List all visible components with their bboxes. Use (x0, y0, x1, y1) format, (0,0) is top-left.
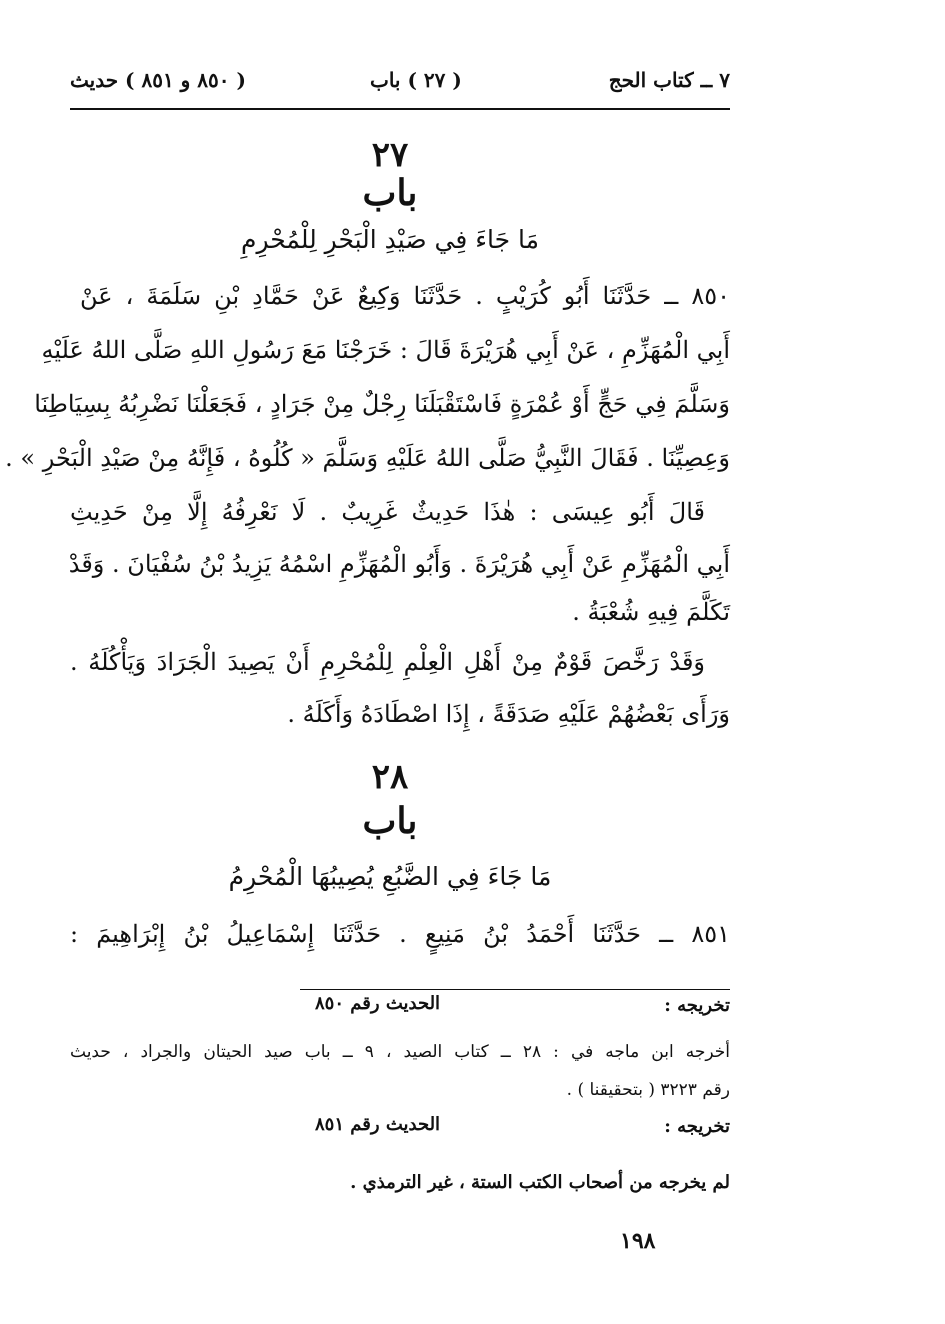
tirmidhi-comment-line-2: أَبِي الْمُهَزِّمِ عَنْ أَبِي هُرَيْرَةَ . وَأَبُو الْمُهَزِّمِ اسْمُهُ يَزِيدُ بْنُ سُفْيَانَ . وَقَدْ (68, 550, 730, 578)
chapter-bab-28: باب (362, 800, 418, 842)
chapter-heading-28: مَا جَاءَ فِي الضَّبُعِ يُصِيبُهَا الْمُحْرِمُ (228, 862, 552, 891)
footnote-rule (300, 989, 730, 990)
tirmidhi-comment-line-3: تَكَلَّمَ فِيهِ شُعْبَةُ . (572, 598, 730, 626)
footnote-text-850-line-1: أخرجه ابن ماجه في : ٢٨ ــ كتاب الصيد ، ٩ ــ باب صيد الحيتان والجراد ، حديث (70, 1042, 730, 1062)
footnote-takhrij-label-2: تخريجه : (664, 1116, 730, 1137)
footnote-hadith-ref-850: الحديث رقم ٨٥٠ (315, 993, 441, 1014)
chapter-number-28: ٢٨ (371, 757, 409, 797)
hadith-851-line-1: ٨٥١ ــ حَدَّثَنَا أَحْمَدُ بْنُ مَنِيعٍ . حَدَّثَنَا إِسْمَاعِيلُ بْنُ إِبْرَاهِيمَ : (70, 920, 730, 948)
hadith-850-line-1: ٨٥٠ ــ حَدَّثَنَا أَبُو كُرَيْبٍ . حَدَّثَنَا وَكِيعٌ عَنْ حَمَّادِ بْنِ سَلَمَةَ ، عَنْ (80, 282, 730, 310)
header-hadith-range: ( ٨٥٠ و ٨٥١ ) حديث (70, 68, 246, 92)
footnote-text-851: لم يخرجه من أصحاب الكتب الستة ، غير الترمذي . (350, 1172, 730, 1193)
tirmidhi-comment-line-1: قَالَ أَبُو عِيسَى : هٰذَا حَدِيثٌ غَرِيبٌ . لَا نَعْرِفُهُ إِلَّا مِنْ حَدِيثِ (70, 498, 705, 526)
header-book-title: ٧ ــ كتاب الحج (608, 68, 730, 92)
ruling-line-2: وَرَأَى بَعْضُهُمْ عَلَيْهِ صَدَقَةً ، إِذَا اصْطَادَهُ وَأَكَلَهُ . (287, 700, 730, 728)
footnote-takhrij-label-1: تخريجه : (664, 995, 730, 1016)
header-rule (70, 108, 730, 110)
chapter-bab-27: باب (362, 172, 418, 214)
running-header (70, 62, 730, 102)
page-number: ١٩٨ (620, 1228, 656, 1254)
chapter-number-27: ٢٧ (371, 135, 409, 175)
hadith-850-line-2: أَبِي الْمُهَزِّمِ ، عَنْ أَبِي هُرَيْرَةَ قَالَ : خَرَجْنَا مَعَ رَسُولِ اللهِ صَلَّى اللهُ عَلَيْهِ (41, 336, 730, 364)
hadith-850-line-4: وَعِصِيِّنَا . فَقَالَ النَّبِيُّ صَلَّى اللهُ عَلَيْهِ وَسَلَّمَ « كُلُوهُ ، فَإِنَّهُ مِنْ صَيْدِ الْبَحْرِ » . (5, 444, 730, 472)
ruling-line-1: وَقَدْ رَخَّصَ قَوْمٌ مِنْ أَهْلِ الْعِلْمِ لِلْمُحْرِمِ أَنْ يَصِيدَ الْجَرَادَ وَيَأْكُلَهُ . (70, 648, 705, 676)
footnote-text-850-line-2: رقم ٣٢٢٣ ( بتحقيقنا ) . (566, 1080, 730, 1100)
header-chapter: ( ٢٧ ) باب (370, 68, 462, 92)
footnote-hadith-ref-851: الحديث رقم ٨٥١ (315, 1114, 441, 1135)
chapter-heading-27: مَا جَاءَ فِي صَيْدِ الْبَحْرِ لِلْمُحْرِمِ (240, 225, 540, 254)
hadith-850-line-3: وَسَلَّمَ فِي حَجٍّ أَوْ عُمْرَةٍ فَاسْتَقْبَلَنَا رِجْلٌ مِنْ جَرَادٍ ، فَجَعَلْنَا نَضْرِبُهُ بِسِيَاطِنَا (34, 390, 730, 418)
